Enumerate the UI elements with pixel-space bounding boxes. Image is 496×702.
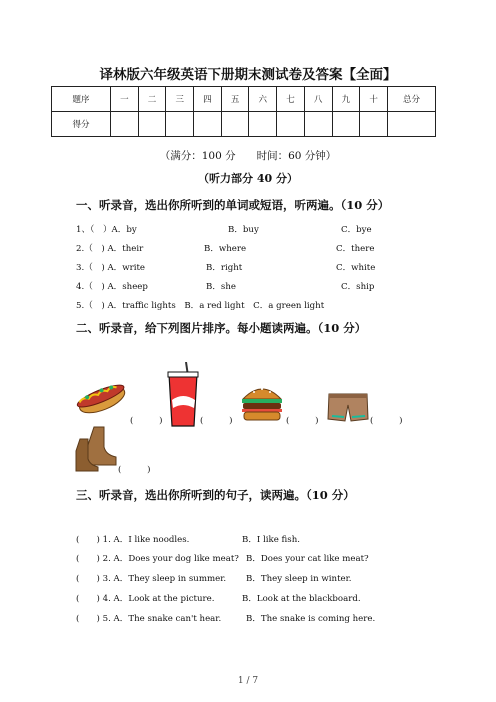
q3-option-a: ( ) 4. A．Look at the picture. (76, 594, 215, 604)
q1-option-a: 3.（ ) A．write (76, 263, 146, 273)
score-cell (111, 112, 139, 137)
score-cell (249, 112, 277, 137)
score-header-cell: 总分 (388, 87, 436, 112)
q1-option-a: 1、（ ）A．by (76, 225, 137, 235)
q3-option-a: ( ) 1. A．I like noodles. (76, 535, 190, 545)
score-cell (194, 112, 222, 137)
q1-option-a: 2.（ ) A．their (76, 244, 144, 254)
picture-answer-4: ( ) (370, 416, 403, 426)
score-table-score-row (52, 112, 436, 137)
boots-image (74, 425, 120, 473)
q3-option-b: B．The snake is coming here. (246, 614, 376, 624)
q1-option-a: 5.（ ) A．traffic lights B．a red light C．a green light (76, 301, 325, 311)
score-header-cell: 八 (304, 87, 332, 112)
q1-option-c: C．there (336, 244, 375, 254)
q3-option-b: B．Look at the blackboard. (242, 594, 361, 604)
score-header-cell: 题序 (52, 87, 111, 112)
q3-option-a: ( ) 5. A．The snake can't hear. (76, 614, 222, 624)
hamburger-image (240, 383, 284, 423)
score-table-header-row (52, 87, 436, 112)
q1-option-b: B．right (206, 263, 243, 273)
score-cell (138, 112, 166, 137)
score-header-cell: 十 (360, 87, 388, 112)
section-1-heading: 一、听录音，选出你所听到的单词或短语，听两遍。（10 分） (76, 198, 390, 212)
cola-cup-image (166, 362, 200, 428)
picture-answer-3: ( ) (286, 416, 319, 426)
page-number: 1 / 7 (237, 676, 259, 686)
score-row-label: 得分 (52, 112, 111, 137)
score-header-cell: 六 (249, 87, 277, 112)
picture-answer-2: ( ) (200, 416, 233, 426)
q3-option-b: B．Does your cat like meat? (246, 554, 369, 564)
score-cell (277, 112, 305, 137)
score-cell (388, 112, 436, 137)
score-cell (304, 112, 332, 137)
part-label: （听力部分 40 分） (198, 172, 298, 185)
score-cell (332, 112, 360, 137)
q3-option-a: ( ) 3. A．They sleep in summer. (76, 574, 227, 584)
q1-option-c: C．white (336, 263, 376, 273)
shorts-image (327, 392, 369, 422)
q1-option-c: C．bye (341, 225, 372, 235)
score-cell (221, 112, 249, 137)
score-header-cell: 五 (221, 87, 249, 112)
score-cell (166, 112, 194, 137)
picture-answer-5: ( ) (118, 465, 151, 475)
section-2-heading: 二、听录音，给下列图片排序。每小题读两遍。（10 分） (76, 321, 367, 335)
score-table (51, 86, 436, 137)
document-title: 译林版六年级英语下册期末测试卷及答案【全面】 (99, 67, 397, 83)
picture-answer-1: ( ) (130, 416, 163, 426)
q3-option-b: B．They sleep in winter. (246, 574, 352, 584)
q3-option-b: B．I like fish. (242, 535, 300, 545)
q1-option-b: B．she (206, 282, 236, 292)
score-header-cell: 七 (277, 87, 305, 112)
section-3-heading: 三、听录音，选出你所听到的句子，读两遍。（10 分） (76, 488, 355, 502)
score-header-cell: 二 (138, 87, 166, 112)
score-header-cell: 三 (166, 87, 194, 112)
score-header-cell: 九 (332, 87, 360, 112)
exam-meta: （满分：100 分 时间：60 分钟） (159, 150, 337, 162)
q3-option-a: ( ) 2. A．Does your dog like meat? (76, 554, 239, 564)
q1-option-b: B．where (204, 244, 247, 254)
q1-option-c: C．ship (341, 282, 375, 292)
q1-option-b: B．buy (228, 225, 259, 235)
q1-option-a: 4.（ ) A．sheep (76, 282, 148, 292)
score-header-cell: 四 (194, 87, 222, 112)
hotdog-image (74, 375, 128, 419)
score-cell (360, 112, 388, 137)
score-header-cell: 一 (111, 87, 139, 112)
